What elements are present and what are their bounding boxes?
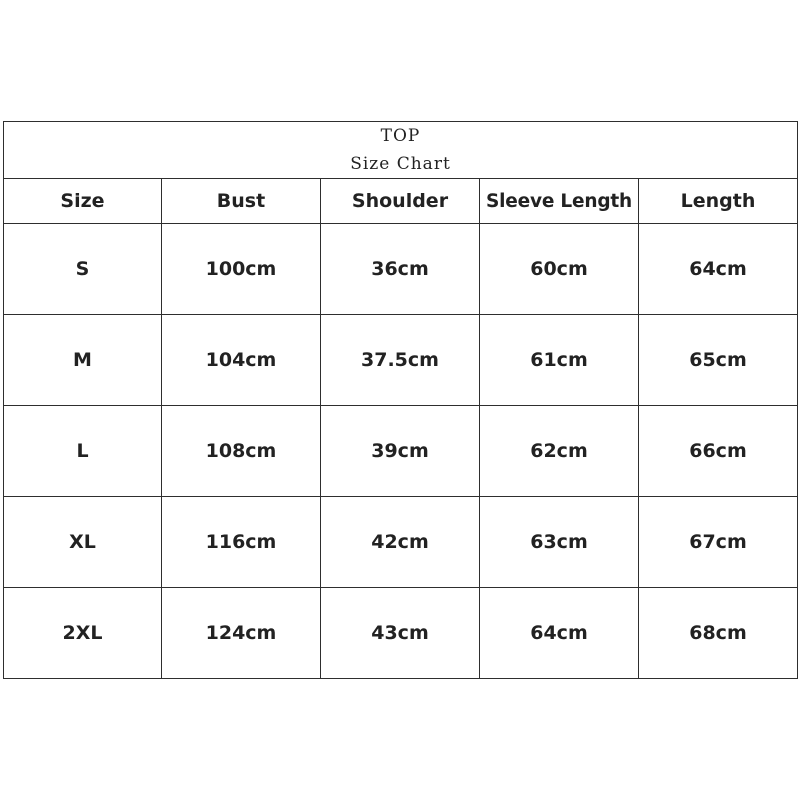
title-row: [4, 122, 798, 179]
sleeve-length-cell: 61cm: [480, 315, 639, 406]
sleeve-length-cell: 60cm: [480, 224, 639, 315]
size-cell: S: [4, 224, 162, 315]
size-cell: 2XL: [4, 588, 162, 679]
length-cell: 67cm: [639, 497, 798, 588]
size-cell: L: [4, 406, 162, 497]
sleeve-length-cell: 63cm: [480, 497, 639, 588]
shoulder-cell: 39cm: [321, 406, 480, 497]
size-cell: M: [4, 315, 162, 406]
header-size: Size: [4, 179, 162, 224]
chart-subtitle: Size Chart: [350, 154, 451, 174]
bust-cell: 124cm: [162, 588, 321, 679]
length-cell: 66cm: [639, 406, 798, 497]
header-length: Length: [639, 179, 798, 224]
bust-cell: 108cm: [162, 406, 321, 497]
chart-title: TOP: [380, 126, 421, 146]
header-shoulder: Shoulder: [321, 179, 480, 224]
length-cell: 65cm: [639, 315, 798, 406]
header-row: [4, 179, 798, 224]
sleeve-length-cell: 64cm: [480, 588, 639, 679]
shoulder-cell: 43cm: [321, 588, 480, 679]
bust-cell: 104cm: [162, 315, 321, 406]
title-cell: [4, 122, 798, 179]
size-chart-table: [3, 121, 798, 679]
sleeve-length-cell: 62cm: [480, 406, 639, 497]
shoulder-cell: 36cm: [321, 224, 480, 315]
length-cell: 68cm: [639, 588, 798, 679]
bust-cell: 116cm: [162, 497, 321, 588]
size-cell: XL: [4, 497, 162, 588]
length-cell: 64cm: [639, 224, 798, 315]
table-row: [4, 315, 798, 406]
table-row: [4, 406, 798, 497]
table-row: [4, 224, 798, 315]
bust-cell: 100cm: [162, 224, 321, 315]
table-row: [4, 588, 798, 679]
shoulder-cell: 37.5cm: [321, 315, 480, 406]
shoulder-cell: 42cm: [321, 497, 480, 588]
header-bust: Bust: [162, 179, 321, 224]
table-row: [4, 497, 798, 588]
header-sleeve-length: Sleeve Length: [480, 179, 639, 224]
